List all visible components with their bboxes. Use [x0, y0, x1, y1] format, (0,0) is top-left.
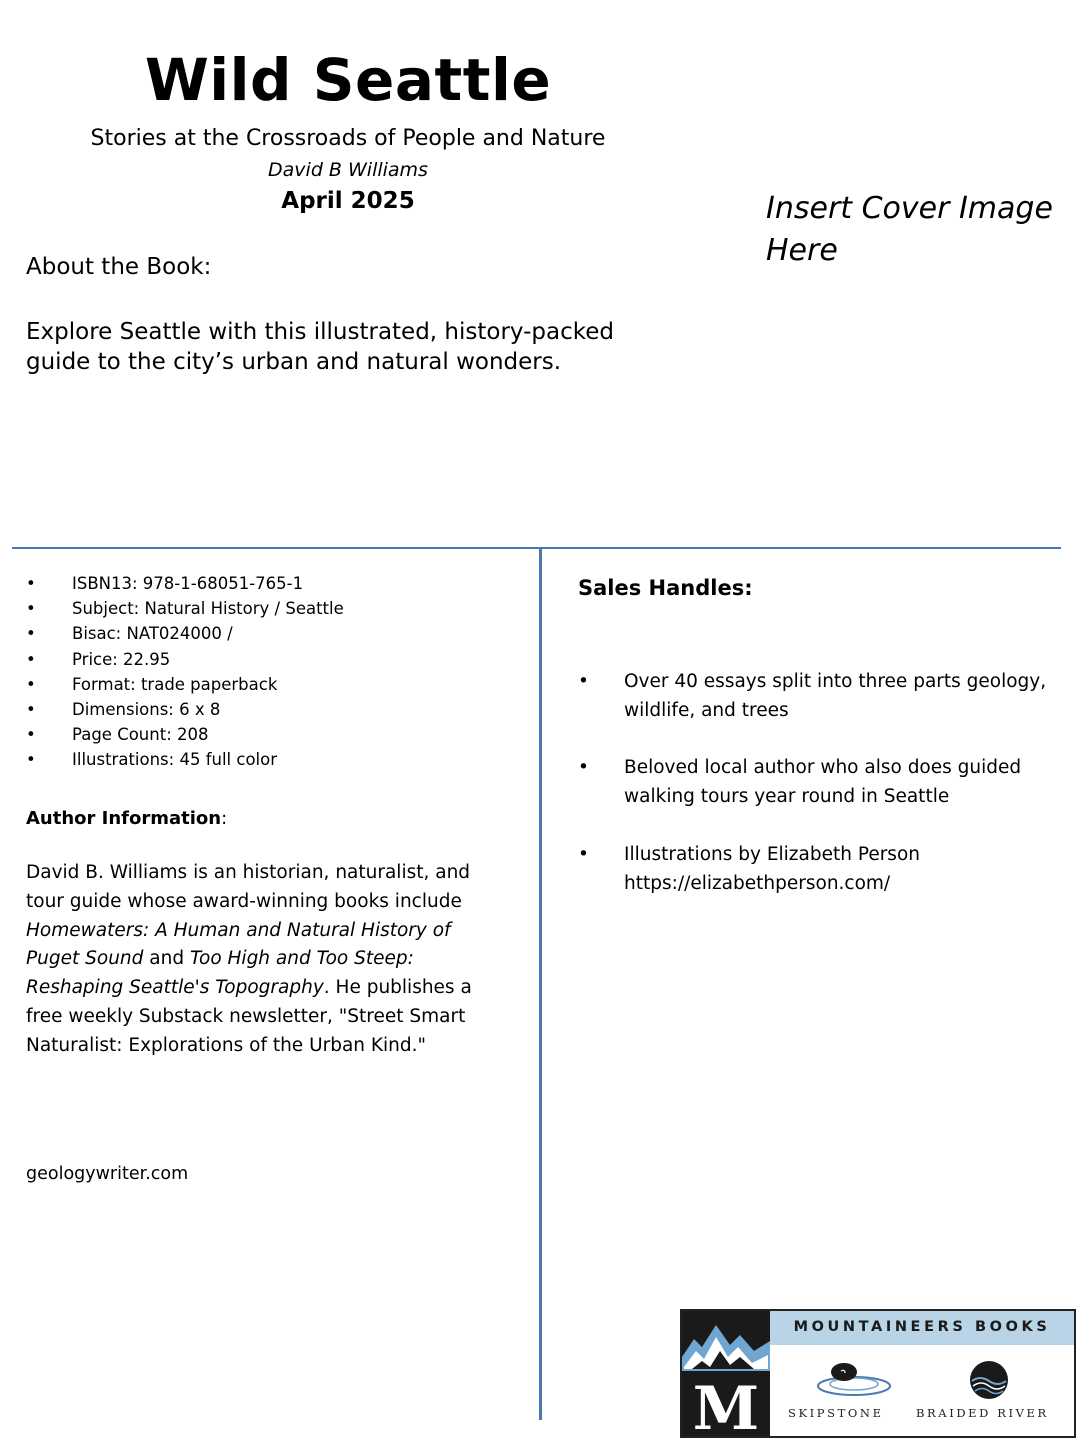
- bullet: •: [26, 700, 36, 720]
- logo-band: [770, 1311, 1074, 1345]
- spec-item: [26, 672, 526, 697]
- skipstone-icon: [814, 1359, 894, 1399]
- mountain-icon: [682, 1311, 770, 1436]
- spec-text: ISBN13: 978-1-68051-765-1: [72, 574, 304, 593]
- bullet: •: [26, 574, 36, 593]
- sales-handle-item: [578, 754, 1058, 812]
- spec-item: [26, 647, 526, 672]
- bullet: •: [26, 624, 36, 644]
- sales-handle-item: [578, 841, 1058, 899]
- author-information-label: [26, 806, 227, 832]
- book-title-too-high: Too High and Too Steep: Reshaping Seattle's Topography: [26, 948, 414, 999]
- bullet: •: [578, 843, 589, 865]
- bullet: •: [26, 649, 36, 669]
- spec-item: [26, 747, 526, 772]
- sales-handle-text: Beloved local author who also does guided walking tours year round in Seattle: [624, 757, 1022, 808]
- bullet: •: [26, 674, 36, 694]
- book-author: David B Williams: [268, 159, 428, 181]
- cover-image-placeholder: Insert Cover Image Here: [766, 191, 1053, 268]
- spec-item: [26, 596, 526, 621]
- imprint-skipstone: SKIPSTONE: [788, 1406, 884, 1420]
- spec-item: [26, 697, 526, 722]
- about-label: About the Book:: [26, 254, 212, 280]
- author-bio: [26, 859, 501, 1061]
- publication-date: April 2025: [281, 188, 415, 214]
- sales-handle-item: [578, 668, 1058, 726]
- spec-text: Page Count: 208: [72, 725, 209, 745]
- bullet: •: [26, 725, 36, 745]
- spec-list: [26, 571, 526, 773]
- sales-handles-list: [578, 668, 1058, 927]
- bio-text: David B. Williams is an historian, naturalist, and tour guide whose award-winning books include: [26, 862, 471, 912]
- spec-text: Subject: Natural History / Seattle: [72, 599, 344, 619]
- spec-text: Bisac: NAT024000 /: [72, 624, 233, 644]
- spec-text: Format: trade paperback: [72, 674, 278, 694]
- author-website: geologywriter.com: [26, 1164, 189, 1184]
- vertical-divider: [539, 549, 542, 1420]
- spec-text: Dimensions: 6 x 8: [72, 700, 221, 720]
- sales-handle-text: Over 40 essays split into three parts geology, wildlife, and trees: [624, 671, 1047, 721]
- publisher-logo: [680, 1309, 1076, 1438]
- spec-text: Illustrations: 45 full color: [72, 750, 278, 770]
- spec-item: [26, 621, 526, 646]
- spec-item: [26, 571, 526, 596]
- sales-handle-text: Illustrations by Elizabeth Person https://elizabethperson.com/: [624, 843, 920, 894]
- spec-item: [26, 722, 526, 747]
- logo-letter: M: [692, 1374, 760, 1436]
- bullet: •: [26, 599, 36, 619]
- spec-text: Price: 22.95: [72, 649, 171, 669]
- bio-text: and: [143, 948, 190, 970]
- sales-handles-label: Sales Handles:: [578, 576, 753, 600]
- about-text: Explore Seattle with this illustrated, history-packed guide to the city’s urban and natural wonders.: [26, 319, 615, 375]
- publisher-name: MOUNTAINEERS BOOKS: [793, 1319, 1051, 1335]
- bullet: •: [578, 671, 589, 692]
- book-title-homewaters: Homewaters: A Human and Natural History of Puget Sound: [26, 919, 451, 970]
- braided-river-icon: [968, 1359, 1010, 1401]
- bullet: •: [26, 750, 36, 770]
- author-information-heading: Author Information: [26, 808, 222, 829]
- bio-text: . He publishes a free weekly Substack newsletter, "Street Smart Naturalist: Explorations of the Urban Kind.": [26, 977, 472, 1056]
- mountain-m-icon: [682, 1311, 770, 1436]
- book-title: Wild Seattle: [144, 46, 552, 114]
- bullet: •: [578, 757, 589, 779]
- imprint-braided-river: BRAIDED RIVER: [916, 1406, 1049, 1420]
- book-subtitle: Stories at the Crossroads of People and Nature: [90, 126, 606, 151]
- horizontal-divider: [12, 547, 1061, 549]
- author-information-colon: :: [221, 808, 228, 829]
